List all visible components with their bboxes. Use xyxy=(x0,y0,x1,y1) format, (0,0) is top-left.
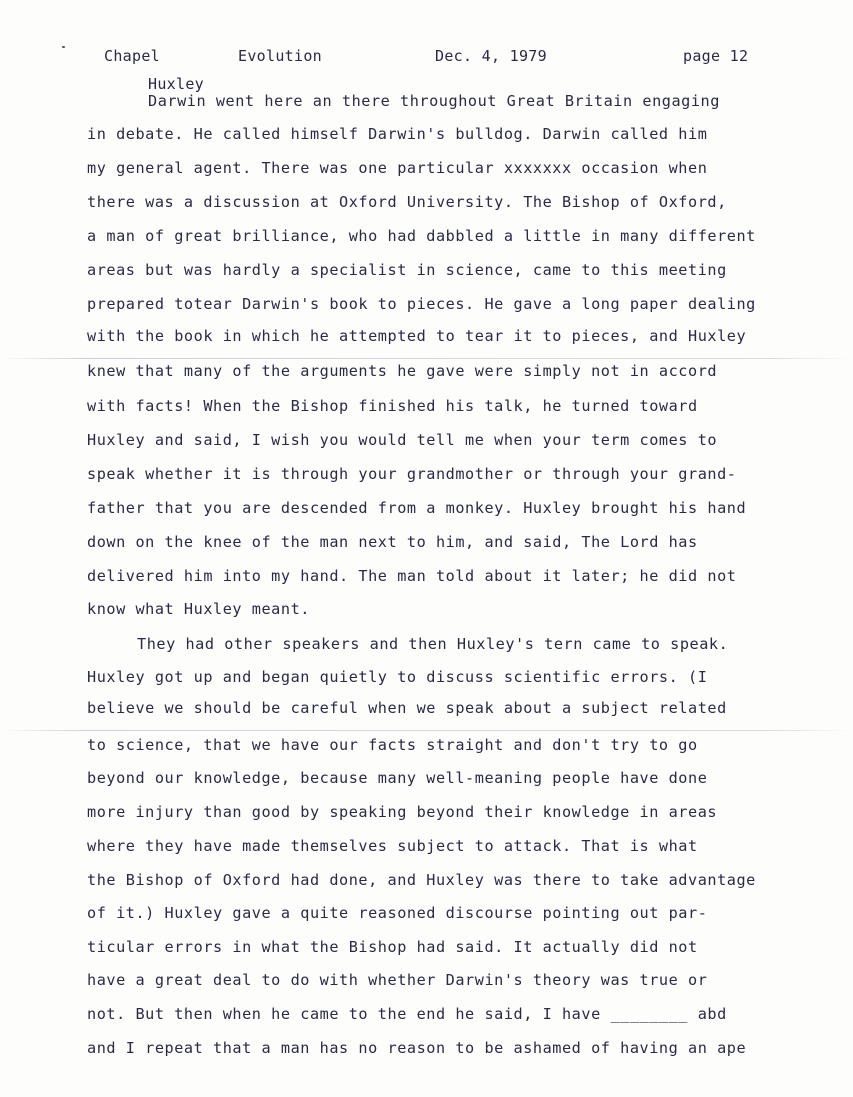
text-line: areas but was hardly a specialist in science, came to this meeting xyxy=(87,261,727,279)
paper-speck xyxy=(62,46,65,48)
text-line: and I repeat that a man has no reason to be ashamed of having an ape xyxy=(87,1039,747,1057)
text-line: prepared totear Darwin's book to pieces. He gave a long paper dealing xyxy=(87,295,756,313)
text-line: Darwin went here an there throughout Great Britain engaging xyxy=(148,92,720,110)
text-line: beyond our knowledge, because many well-meaning people have done xyxy=(87,769,708,787)
header-topic: Evolution xyxy=(238,47,322,65)
paper-fold-line xyxy=(0,730,853,731)
text-line: speak whether it is through your grandmother or through your grand- xyxy=(87,465,737,483)
text-line: with facts! When the Bishop finished his talk, he turned toward xyxy=(87,397,698,415)
text-line: knew that many of the arguments he gave were simply not in accord xyxy=(87,362,718,380)
text-line: the Bishop of Oxford had done, and Huxley was there to take advantage xyxy=(87,871,756,889)
text-line: where they have made themselves subject to attack. That is what xyxy=(87,837,698,855)
text-line: of it.) Huxley gave a quite reasoned discourse pointing out par- xyxy=(87,904,708,922)
header-date: Dec. 4, 1979 xyxy=(435,47,547,65)
header-page-number: page 12 xyxy=(683,47,749,65)
text-line: have a great deal to do with whether Darwin's theory was true or xyxy=(87,971,708,989)
text-line: there was a discussion at Oxford University. The Bishop of Oxford, xyxy=(87,193,727,211)
text-line: They had other speakers and then Huxley's tern came to speak. xyxy=(137,635,729,653)
text-line: in debate. He called himself Darwin's bulldog. Darwin called him xyxy=(87,125,708,143)
header-chapel: Chapel xyxy=(104,47,160,65)
text-line: not. But then when he came to the end he said, I have ________ abd xyxy=(87,1005,727,1023)
text-line: delivered him into my hand. The man told about it later; he did not xyxy=(87,567,737,585)
text-line: to science, that we have our facts straight and don't try to go xyxy=(87,736,698,754)
paper-fold-line xyxy=(0,358,853,359)
text-line: father that you are descended from a monkey. Huxley brought his hand xyxy=(87,499,747,517)
text-line: know what Huxley meant. xyxy=(87,600,310,618)
text-line: with the book in which he attempted to tear it to pieces, and Huxley xyxy=(87,327,747,345)
text-line: believe we should be careful when we speak about a subject related xyxy=(87,699,727,717)
text-line: more injury than good by speaking beyond their knowledge in areas xyxy=(87,803,718,821)
text-line: Huxley and said, I wish you would tell me when your term comes to xyxy=(87,431,718,449)
text-line: ticular errors in what the Bishop had said. It actually did not xyxy=(87,938,698,956)
text-line: my general agent. There was one particular xxxxxxx occasion when xyxy=(87,159,708,177)
text-line: down on the knee of the man next to him, and said, The Lord has xyxy=(87,533,698,551)
text-line: a man of great brilliance, who had dabbled a little in many different xyxy=(87,227,756,245)
text-line: Huxley got up and began quietly to discuss scientific errors. (I xyxy=(87,668,708,686)
section-heading: Huxley xyxy=(148,75,204,93)
